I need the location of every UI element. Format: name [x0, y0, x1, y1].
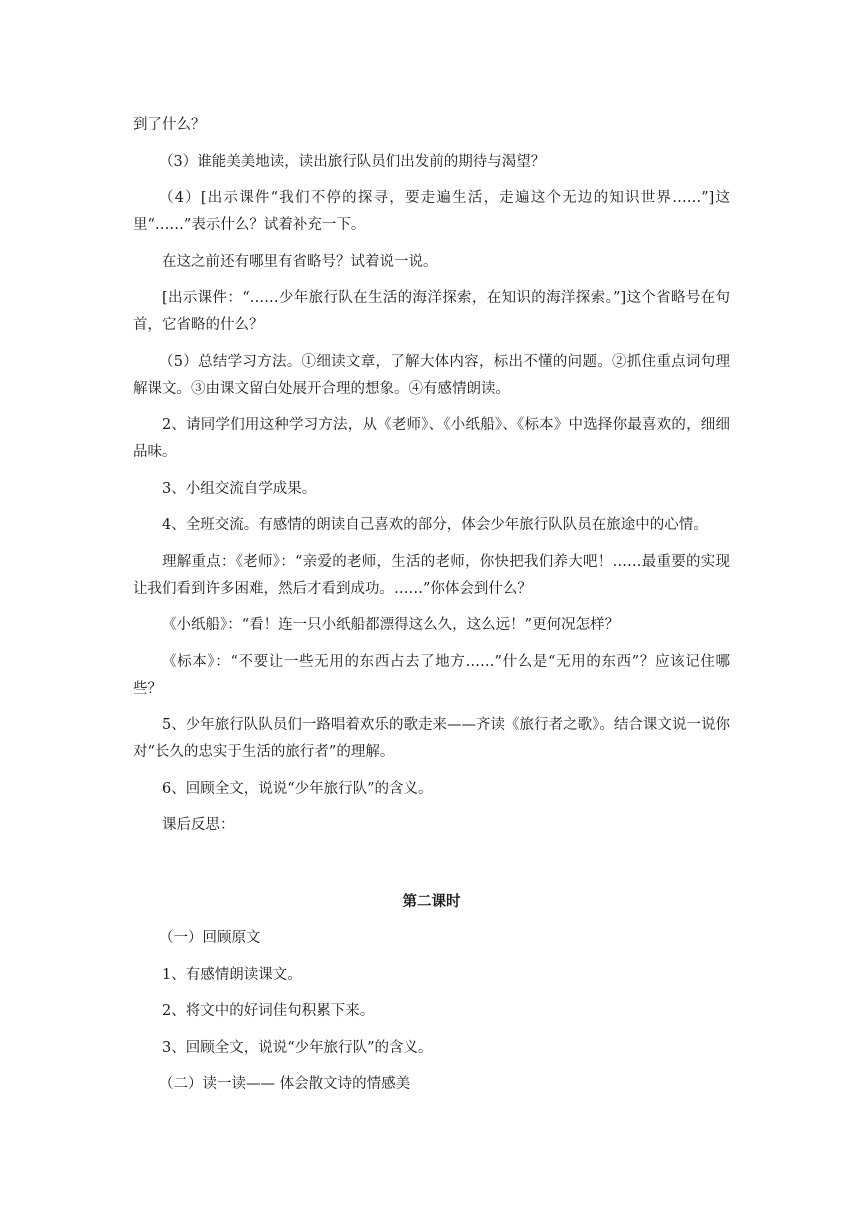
- paragraph: 4、全班交流。有感情的朗读自己喜欢的部分，体会少年旅行队队员在旅途中的心情。: [162, 517, 708, 533]
- paragraph: （5）总结学习方法。①细读文章，了解大体内容，标出不懂的问题。②抓住重点词句理解课文。③由课文留白处展开合理的想象。④有感情朗读。: [133, 353, 730, 397]
- document-body: [133, 112, 730, 1108]
- paragraph: 到了什么？: [133, 117, 206, 133]
- paragraph: 1、有感情朗读课文。: [162, 966, 302, 983]
- paragraph: （一）回顾原文: [159, 930, 261, 946]
- lesson-part-one: [133, 112, 730, 839]
- paragraph: 在这之前还有哪里有省略号？试着说一说。: [162, 253, 438, 270]
- section-heading: 第二课时: [402, 893, 461, 910]
- section-spacer: [133, 849, 730, 889]
- paragraph: 3、回顾全文，说说“少年旅行队”的含义。: [162, 1039, 433, 1056]
- paragraph: 课后反思：: [162, 817, 235, 833]
- paragraph: （4）[出示课件“我们不停的探寻，要走遍生活，走遍这个无边的知识世界……”]这里“……”表示什么？试着补充一下。: [133, 190, 730, 233]
- paragraph: 2、请同学们用这种学习方法，从《老师》、《小纸船》、《标本》中选择你最喜欢的，细细品味。: [133, 417, 730, 460]
- paragraph: 理解重点：《老师》：“亲爱的老师，生活的老师，你快把我们养大吧！……最重要的实现让我们看到许多困难，然后才看到成功。……”你体会到什么？: [133, 553, 730, 597]
- paragraph: （3）谁能美美地读，读出旅行队员们出发前的期待与渴望？: [159, 153, 546, 170]
- paragraph: （二）读一读—— 体会散文诗的情感美: [159, 1076, 411, 1092]
- paragraph: 《标本》：“不要让一些无用的东西占去了地方……”什么是“无用的东西”？应该记住哪些？: [133, 653, 730, 697]
- lesson-part-two: [133, 925, 730, 1098]
- paragraph: 2、将文中的好词佳句积累下来。: [162, 1003, 375, 1019]
- paragraph: 6、回顾全文，说说“少年旅行队”的含义。: [162, 780, 433, 797]
- paragraph: 《小纸船》：“看！连一只小纸船都漂得这么久，这么远！”更何况怎样？: [162, 617, 620, 633]
- paragraph: [出示课件：“……少年旅行队在生活的海洋探索，在知识的海洋探索。”]这个省略号在句首，它省略的什么？: [133, 290, 730, 333]
- paragraph: 3、小组交流自学成果。: [162, 480, 317, 497]
- paragraph: 5、少年旅行队队员们一路唱着欢乐的歌走来——齐读《旅行者之歌》。结合课文说一说你对“长久的忠实于生活的旅行者”的理解。: [133, 717, 730, 760]
